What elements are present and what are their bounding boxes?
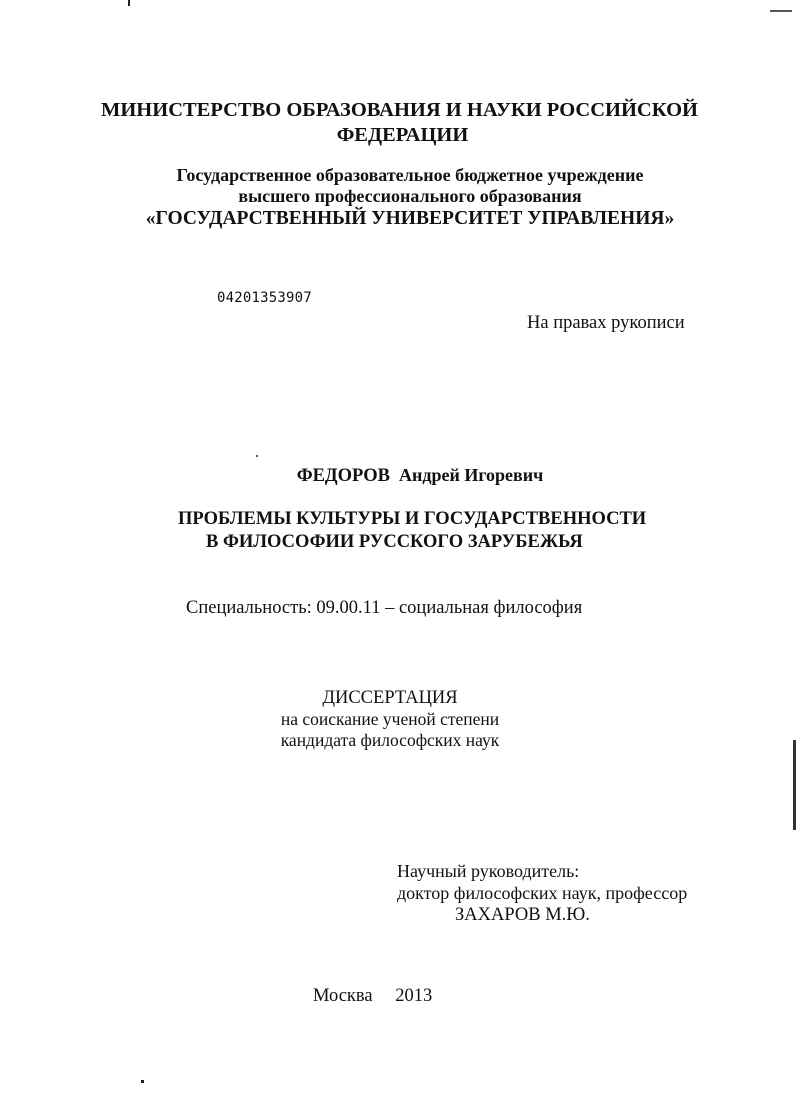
title-line-1: ПРОБЛЕМЫ КУЛЬТУРЫ И ГОСУДАРСТВЕННОСТИ — [178, 509, 647, 529]
scan-edge-right — [793, 740, 796, 830]
specialty: Специальность: 09.00.11 – социальная философия — [186, 598, 583, 618]
institution-line-2: высшего профессионального образования — [238, 186, 582, 206]
dissertation-heading: ДИССЕРТАЦИЯ — [322, 688, 458, 708]
advisor-block — [397, 860, 687, 926]
title-line-2: В ФИЛОСОФИИ РУССКОГО ЗАРУБЕЖЬЯ — [206, 532, 583, 552]
advisor-degree: доктор философских наук, профессор — [397, 883, 688, 903]
author-given-names: Андрей Игоревич — [398, 465, 544, 485]
rights-note: На правах рукописи — [527, 313, 685, 333]
institution-block — [0, 165, 799, 231]
scan-mark-top-right — [770, 10, 792, 12]
city-year — [313, 986, 450, 1007]
institution-line-1: Государственное образовательное бюджетное учреждение — [176, 165, 644, 185]
advisor-label: Научный руководитель: — [397, 861, 580, 881]
ministry-line-2: ФЕДЕРАЦИИ — [336, 124, 469, 146]
catalog-code: 04201353907 — [217, 290, 312, 306]
advisor-name: ЗАХАРОВ М.Ю. — [455, 905, 590, 925]
dissertation-title — [178, 508, 646, 554]
dissertation-type — [0, 688, 780, 751]
author-name — [0, 465, 799, 487]
scan-dot-bottom — [141, 1080, 144, 1083]
institution-name: «ГОСУДАРСТВЕННЫЙ УНИВЕРСИТЕТ УПРАВЛЕНИЯ» — [145, 208, 675, 229]
city: Москва — [313, 986, 373, 1006]
year: 2013 — [395, 986, 433, 1006]
scan-mark-top — [128, 0, 130, 6]
ministry-line-1: МИНИСТЕРСТВО ОБРАЗОВАНИЯ И НАУКИ РОССИЙСКОЙ — [101, 99, 698, 121]
dissertation-line-2: кандидата философских наук — [280, 730, 500, 750]
dissertation-line-1: на соискание ученой степени — [280, 709, 500, 729]
ministry-heading — [0, 98, 799, 148]
author-surname: ФЕДОРОВ — [296, 466, 390, 486]
scan-dot-mid — [256, 455, 258, 457]
